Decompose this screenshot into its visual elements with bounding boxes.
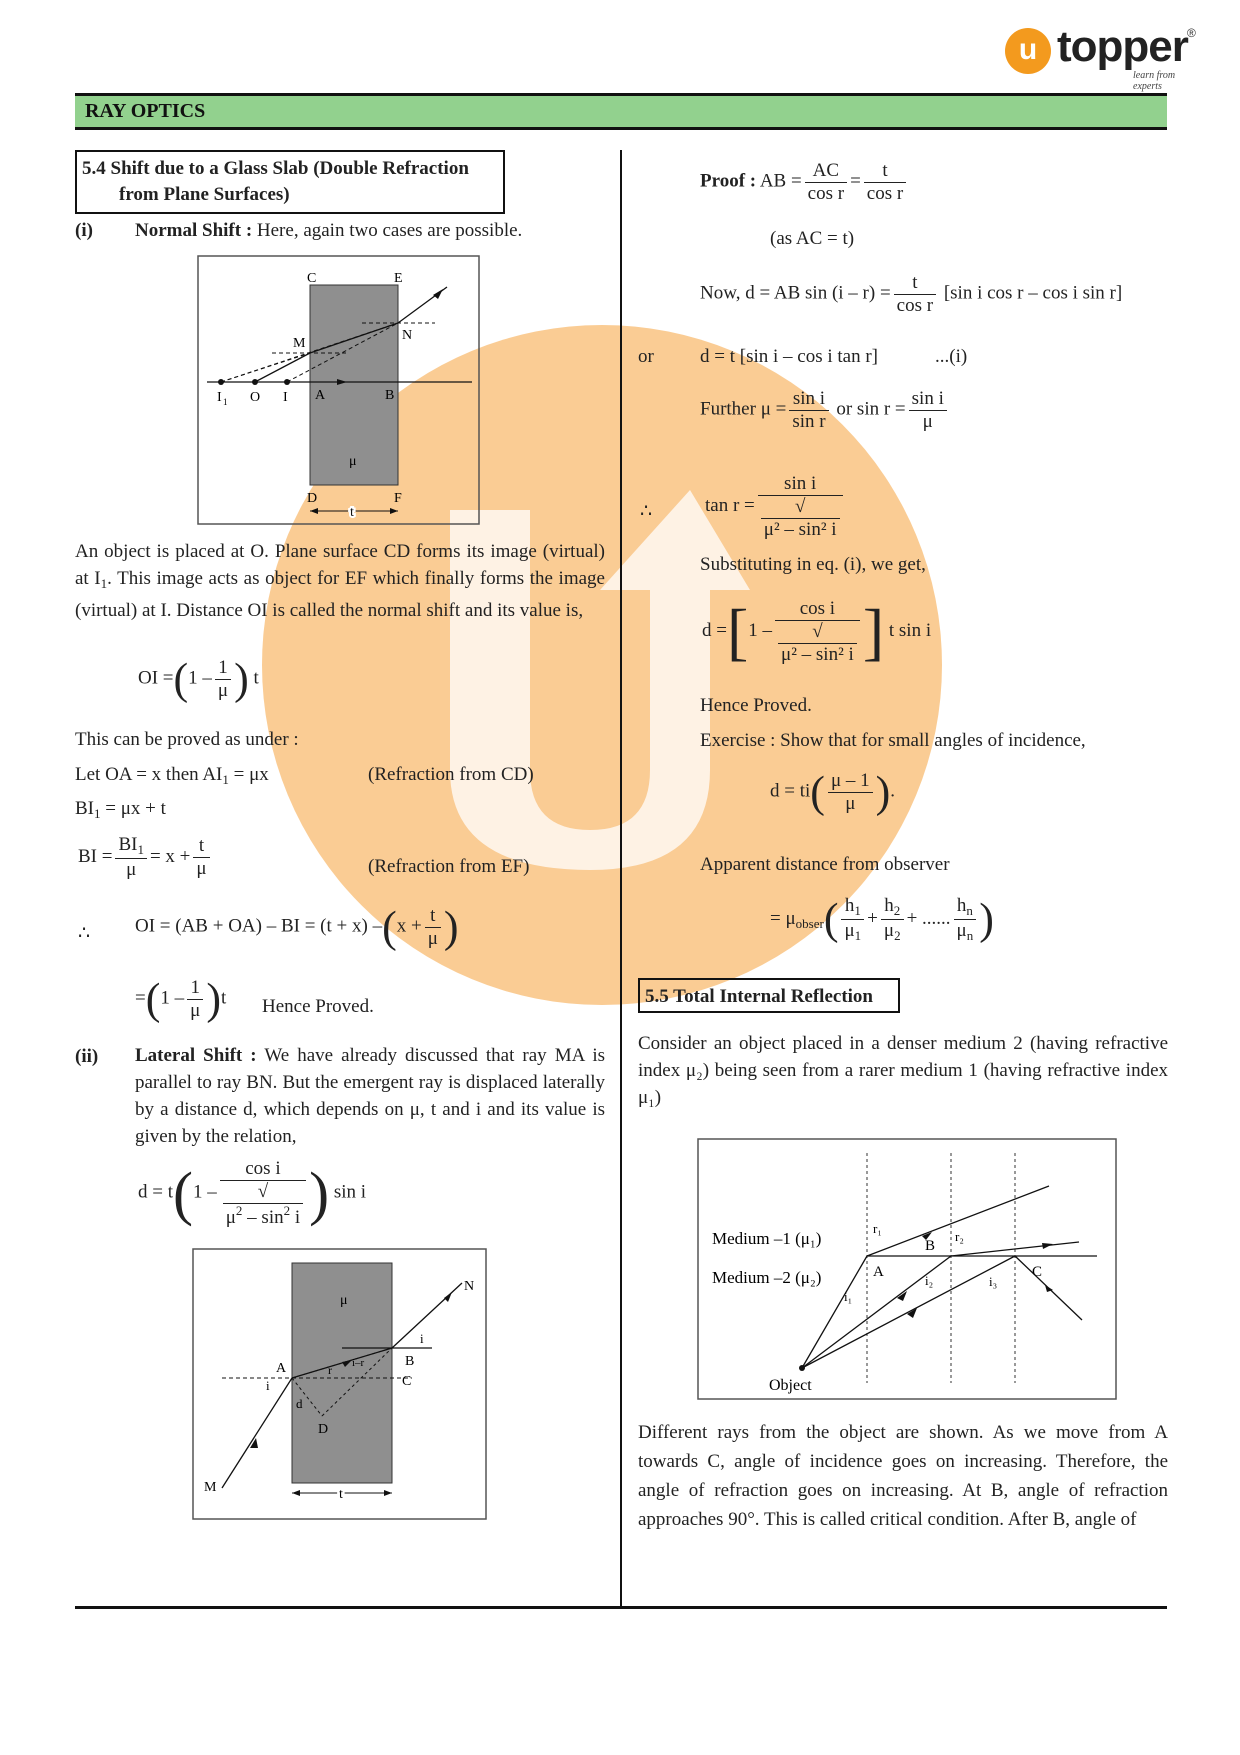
eq-d-den-mu: μ [225,1206,236,1228]
bi1-rhs: = μx + t [100,798,166,819]
eq-oi-proof-tden: μ [427,927,438,949]
tir-explanation-paragraph: Different rays from the object are shown. As we move from A towards C, angle of incidence goes on increasing. Therefore, the angle of refraction goes on increasing. At B, angle of refraction approaches 90°. This is called critical condition. After B, angle of [638,1422,1168,1530]
bi1-sub: 1 [94,806,101,821]
tan-den-wrap: √ μ² – sin² i [758,496,843,541]
app-num1 [841,895,864,920]
fig1-label-b: B [385,388,395,403]
eq-d-frac [220,1158,306,1229]
normal-shift-title: Normal Shift : [135,220,253,241]
fig3-label-i1: i₁ [844,1289,853,1304]
d-frac [775,598,860,666]
mu-eq: μ = [760,398,787,420]
eq-bi-num-sub: 1 [137,842,144,857]
hence-proved-right: Hence Proved. [700,695,812,716]
fig3-label-b: B [925,1238,936,1254]
note-refraction-ef: (Refraction from EF) [368,856,530,877]
note-refraction-cd: (Refraction from CD) [368,764,534,785]
apparent-equation: = $\mu_{obser}$( $\frac{h_1}{\mu_1}$ + $\frac{h_2}{\mu_2}$ + ...... $\frac{h_n}{\mu_n}$ ) [770,894,994,944]
eq-bi-frac1 [115,834,147,881]
proof-equation [700,160,909,205]
now-equation [700,272,1122,317]
item-ii-label: (ii) [75,1046,99,1067]
lateral-shift-text: We have already discussed that ray MA is parallel to ray BN. But the emergent ray is displaced laterally by a distance d, which depends on μ, t and i and its value is given by the relation, [135,1045,605,1147]
now-text: Now, d = AB sin (i – r) = [700,282,891,304]
app-h1-sub: 1 [854,903,861,918]
equation-oi-proof: OI = (AB + OA) – BI = (t + x) –(x + $\frac{t}{\mu}$ ) [135,902,459,952]
app-mu2-sub: 2 [894,927,901,943]
brand-name: topper [1057,22,1188,71]
para1-sub: 1 [100,576,108,591]
tir-paragraph: Consider an object placed in a denser medium 2 (having refractive index μ₂) being seen from a rarer medium 1 (having refractive index μ₁) [638,1033,1168,1108]
proof-intro: This can be proved as under : [75,729,299,750]
proof-n1: AC [805,160,847,183]
figure-normal-shift [197,255,480,525]
eq-bi-mid: = x + [149,845,191,867]
fig1-label-t: t [350,505,354,520]
fig2-label-a: A [276,1361,287,1376]
heading-5-4-line1: 5.4 Shift due to a Glass Slab (Double Refraction [82,158,469,179]
fig3-label-a: A [873,1264,884,1280]
exercise-equation: d = ti( $\frac{\mu - 1}{\mu}$ ). [770,767,896,817]
proof-lhs: AB = [759,170,802,192]
fig2-label-d-small: d [296,1396,303,1411]
tan-num: sin i [758,473,843,496]
let-rhs: = μx [228,764,269,785]
eq-oi-proof-text: OI = (AB + OA) – BI = (t + x) – [135,915,383,937]
fig2-label-m: M [204,1480,217,1495]
fig3-label-i2: i₂ [925,1273,934,1288]
eq-d-tail: sin i [333,1181,367,1203]
d-lhs: d = [702,620,727,642]
heading-box-5-5 [638,978,900,1013]
or-sin: or sin r = [836,398,906,420]
app-den2 [881,920,904,944]
eq-oi-frac [215,657,231,702]
eq-d-den-sq: 2 [235,1202,243,1218]
normal-shift-text: Here, again two cases are possible. [256,220,523,241]
ex-den: μ [845,792,856,814]
app-h2-sub: 2 [893,903,901,918]
d-num: cos i [775,598,860,621]
fig1-label-a: A [315,388,326,403]
proof-frac1 [805,160,847,205]
eq-oi-proof-frac [425,905,441,950]
f2-den: μ [922,410,933,432]
f-den: sin r [792,410,826,432]
app-plus: + [867,907,878,929]
fig3-object: Object [769,1377,812,1394]
eq-d-num: cos i [220,1158,306,1181]
app-fracn [954,895,977,944]
fig2-label-n: N [464,1279,475,1294]
f-num: sin i [789,388,828,411]
fig3-medium-2: Medium –2 (μ₂) [712,1268,822,1287]
para1-part-b: . This image acts as object for EF which finally forms the image (virtual) at I. Distance OI is called the normal shift and its value is, [75,568,605,621]
app-denn [954,920,977,944]
eq-oi-den: μ [217,679,229,701]
tan-lhs: tan r = [705,495,755,517]
lateral-shift-title: Lateral Shift : [135,1045,257,1066]
fig1-label-mu: μ [349,454,357,469]
eq-bi-lhs: BI = [78,845,113,867]
app-dots: + ...... [906,907,951,929]
app-numn [954,895,977,920]
eq2-den: μ [190,999,201,1021]
proof-eq: = [850,170,861,192]
equation-i: d = t [sin i – cos i tan r] [700,346,878,367]
d-den: μ² – sin² i [778,643,857,666]
d-equation-right: d =[1 – cos i √ μ² – sin² i ] t sin i [702,595,932,667]
eq-d-den-i: i [290,1206,301,1228]
app-mu2: μ [883,919,895,941]
bi1-line [75,797,166,822]
para1-part-a: An object is placed at O. Plane surface CD forms its image (virtual) at I [75,541,605,589]
app-num2 [881,895,904,920]
app-frac1 [841,895,864,944]
eq2-frac [187,977,203,1022]
eq2-one: 1 – [160,987,185,1009]
eq-oi-proof-x: x + [396,915,422,937]
logo-u-icon: u [1005,28,1051,74]
eq-bi-num-text: BI [118,834,138,855]
app-lhs: = μ [770,907,796,929]
apparent-distance-text: Apparent distance from observer [700,854,950,875]
eq-oi-num: 1 [215,657,231,680]
fig1-label-e: E [394,271,403,286]
eq-bi-tden: μ [196,857,207,879]
heading-5-5: 5.5 Total Internal Reflection [645,986,873,1007]
as-ac-note: (as AC = t) [770,228,855,249]
eq-d-lhs: d = t [138,1181,173,1203]
ex-lhs: d = ti [770,780,811,802]
section-banner [75,96,1167,130]
fig1-label-d: D [307,491,318,506]
brand-tagline: learn from experts [1133,70,1176,92]
fig1-label-o: O [250,390,261,405]
now-den: cos r [896,294,934,316]
eq-d-den: √ $\mu^2 - \sin^2 i$ [220,1181,306,1229]
app-mun-sub: n [966,927,974,943]
fig3-label-i3: i₃ [989,1274,998,1289]
eq-bi-tnum: t [193,835,209,858]
app-frac2 [881,895,904,944]
fig2-label-d: D [318,1422,329,1437]
f2-num: sin i [909,388,947,411]
app-mu1-sub: 1 [854,927,862,943]
fig3-medium-1: Medium –1 (μ₁) [712,1229,822,1248]
column-divider [620,150,622,1608]
figure-total-internal-reflection [697,1138,1117,1400]
eq-d-den-sq2: 2 [283,1202,291,1218]
further-frac1 [789,388,828,433]
now-frac [894,272,936,317]
equation-d-left: d = t(1 – cos i √ $\mu^2 - \sin^2 i$ ) sin i [138,1158,367,1228]
eq2-t: t [220,987,227,1009]
app-hn-sub: n [966,903,973,918]
eq-oi-one: 1 – [188,667,212,689]
heading-box-5-4 [75,150,505,214]
fig2-label-r: r [328,1363,332,1377]
fig1-label-i: I [283,390,288,405]
fig1-label-m: M [293,336,306,351]
eq-oi-proof-tnum: t [425,905,441,928]
eq-oi-lhs: OI = [138,667,174,689]
tan-equation [705,473,846,541]
fig2-label-b: B [405,1354,415,1369]
tan-frac [758,473,843,541]
now-tail: [sin i cos r – cos i sin r] [943,282,1123,304]
fig3-label-r2: r₂ [955,1229,964,1244]
fig2-label-t: t [339,1487,343,1502]
eq-bi-num [115,834,147,859]
app-den1 [841,920,864,944]
fig1-label-f: F [394,491,402,506]
registered-mark: ® [1187,26,1196,40]
app-h1: h [844,895,855,916]
let-text: Let OA = x then AI [75,764,223,785]
now-num: t [894,272,936,295]
fig2-label-c: C [402,1374,412,1389]
fig2-label-ir: i–r [352,1357,365,1369]
footer-rule [75,1606,1167,1609]
hence-proved-left: Hence Proved. [262,996,374,1017]
fig3-label-c: C [1032,1264,1043,1280]
app-mun: μ [956,919,967,941]
eq-bi-den: μ [126,858,137,880]
fig2-label-i: i [266,1378,270,1393]
proof-d2: cos r [866,182,904,204]
heading-5-4-line2: from Plane Surfaces) [119,184,290,205]
fig1-label-i1: I [217,390,222,405]
further-equation [700,388,950,433]
eq2-num: 1 [187,977,203,1000]
ex-num: μ – 1 [828,770,873,793]
ex-dot: . [890,780,896,802]
fig3-label-r1: r₁ [873,1221,882,1236]
eq-oi-t: t [253,667,259,689]
substituting-text: Substituting in eq. (i), we get, [700,554,926,575]
d-one: 1 – [748,620,773,642]
eq2-lhs: = [135,987,146,1009]
fig1-label-c: C [307,271,317,286]
d-tail: t sin i [888,620,932,642]
let-sub: 1 [222,772,229,787]
fig2-label-i-top: i [420,1331,424,1346]
normal-shift-paragraph [75,538,605,624]
let-line [75,763,269,788]
eq-bi-frac2 [193,835,209,880]
tan-den: μ² – sin² i [761,518,840,541]
further-text: Further [700,398,756,420]
equation-oi-result: =(1 – $\frac{1}{\mu}$ )t [135,974,227,1024]
bi1-text: BI [75,798,94,819]
d-den-wrap: √ μ² – sin² i [775,621,860,666]
equation-bi [78,834,213,881]
app-hn: h [956,895,967,916]
proof-frac2 [864,160,906,205]
lateral-shift-paragraph [135,1042,605,1150]
equation-oi: OI =(1 – $\frac{1}{\mu}$ ) t [138,654,259,704]
therefore-symbol-left: ∴ [78,923,91,944]
app-h2: h [884,895,894,916]
item-i-line [135,219,522,243]
or-label: or [638,346,654,367]
section-title: RAY OPTICS [85,100,206,122]
fig1-label-i1-sub: 1 [223,397,228,407]
exercise-text: Exercise : Show that for small angles of incidence, [700,730,1086,751]
eq-d-one: 1 – [192,1181,217,1203]
equation-i-tag: ...(i) [935,346,968,367]
app-mu1: μ [844,919,855,941]
ex-frac [828,770,873,815]
fig2-label-mu: μ [340,1293,348,1308]
proof-d1: cos r [807,182,845,204]
therefore-symbol-right: ∴ [640,501,653,522]
app-sub: obser [795,915,824,931]
proof-n2: t [864,160,906,183]
figure-lateral-shift [192,1248,487,1520]
brand-logo [1005,22,1205,92]
fig1-label-n: N [402,328,413,343]
item-i-label: (i) [75,220,93,241]
eq-d-den-sin: – sin [242,1206,284,1228]
proof-label: Proof : [700,170,757,192]
further-frac2 [909,388,947,433]
